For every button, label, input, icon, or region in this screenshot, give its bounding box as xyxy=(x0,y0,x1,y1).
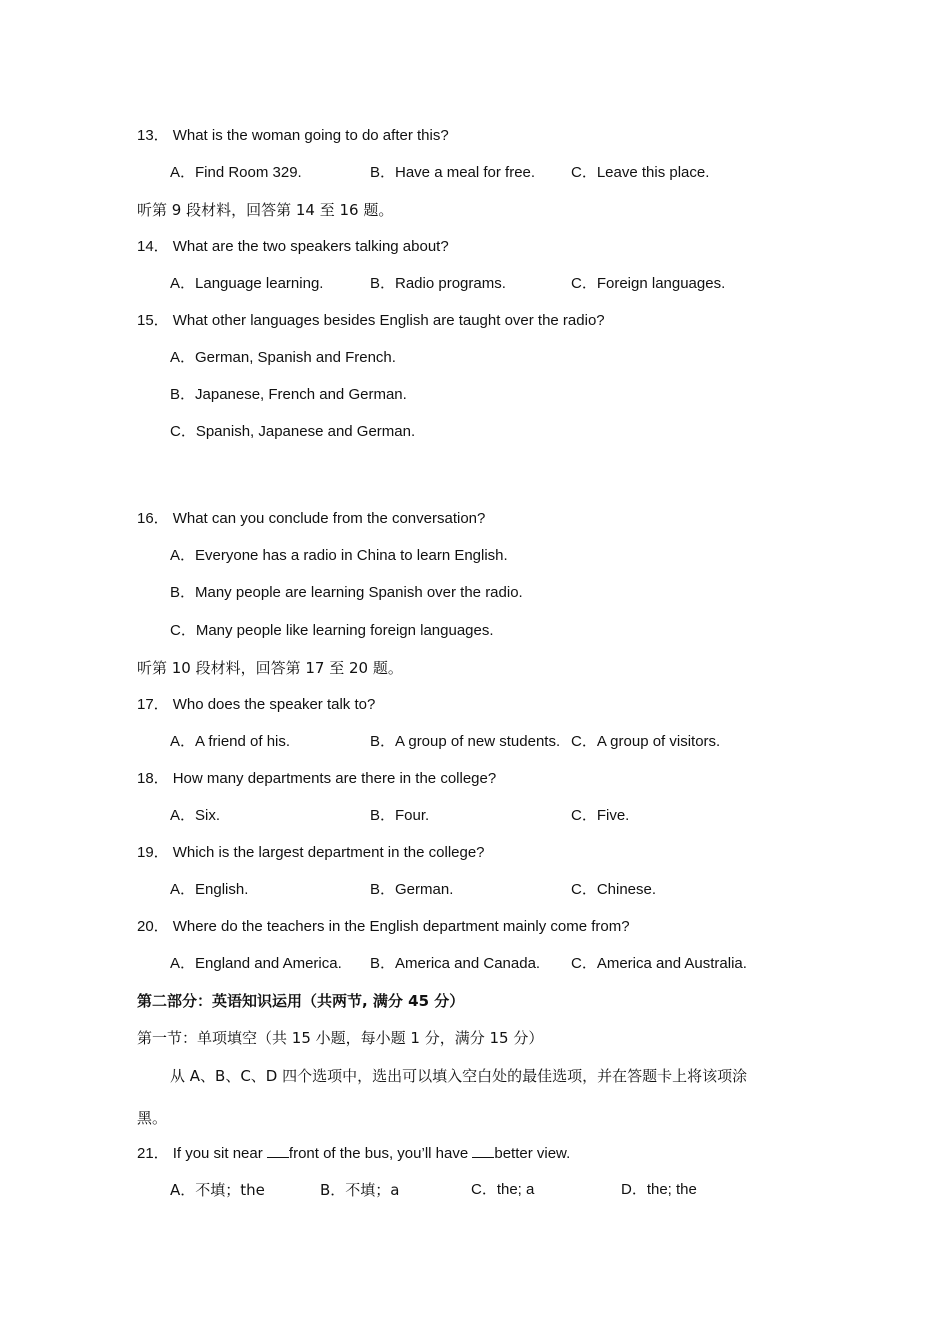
question-text-part-3: better view. xyxy=(494,1145,571,1162)
option-d: D．the; the xyxy=(621,1181,697,1198)
question-15 xyxy=(137,311,605,331)
question-text: Which is the largest department in the college? xyxy=(172,844,485,861)
question-text: What are the two speakers talking about? xyxy=(172,238,449,255)
option-c: C．Leave this place. xyxy=(571,164,710,181)
question-text: What is the woman going to do after this? xyxy=(172,127,449,144)
question-text: How many departments are there in the college? xyxy=(172,770,497,787)
question-text xyxy=(173,1143,571,1164)
option-b: B．Have a meal for free. xyxy=(370,164,536,181)
option-a: A．不填；the xyxy=(170,1181,265,1199)
option-b: B．不填；a xyxy=(320,1181,400,1199)
option-c: C．Foreign languages. xyxy=(571,275,726,292)
option-b: B．Four. xyxy=(370,807,430,824)
question-21 xyxy=(137,1143,570,1164)
question-text: What can you conclude from the conversation? xyxy=(172,510,486,527)
answer-blank-1 xyxy=(267,1143,289,1158)
option-b: B．A group of new students. xyxy=(370,733,561,750)
option-a: A．England and America. xyxy=(170,955,342,972)
question-number: 17． xyxy=(137,696,169,713)
option-a: A．Everyone has a radio in China to learn English. xyxy=(170,547,508,564)
option-c: C．Spanish, Japanese and German. xyxy=(170,423,416,440)
question-13 xyxy=(137,126,449,146)
question-text: Where do the teachers in the English department mainly come from? xyxy=(172,918,630,935)
option-a: A．Find Room 329. xyxy=(170,164,302,181)
section-1-heading: 第一节：单项填空（共 15 小题，每小题 1 分，满分 15 分） xyxy=(137,1029,544,1047)
section-instruction-9: 听第 9 段材料，回答第 14 至 16 题。 xyxy=(137,201,394,219)
instructions-line-2: 黑。 xyxy=(137,1109,168,1127)
part-2-heading: 第二部分：英语知识运用（共两节, 满分 45 分） xyxy=(137,992,465,1010)
question-number: 16． xyxy=(137,510,169,527)
option-b: B．Many people are learning Spanish over the radio. xyxy=(170,584,523,601)
question-20 xyxy=(137,917,630,937)
question-number: 20． xyxy=(137,918,169,935)
question-text-part-2: front of the bus, you’ll have xyxy=(288,1145,473,1162)
section-instruction-10: 听第 10 段材料，回答第 17 至 20 题。 xyxy=(137,659,403,677)
question-number: 15． xyxy=(137,312,169,329)
question-text-part-1: If you sit near xyxy=(172,1145,267,1162)
option-b: B．Japanese, French and German. xyxy=(170,386,407,403)
option-a: A．Six. xyxy=(170,807,221,824)
answer-blank-2 xyxy=(472,1143,494,1158)
question-number: 19． xyxy=(137,844,169,861)
option-a: A．English. xyxy=(170,881,249,898)
question-18 xyxy=(137,769,496,789)
question-19 xyxy=(137,843,485,863)
option-c: C．America and Australia. xyxy=(571,955,747,972)
question-17 xyxy=(137,695,375,715)
option-b: B．Radio programs. xyxy=(370,275,506,292)
option-c: C．the; a xyxy=(471,1181,535,1198)
option-a: A．A friend of his. xyxy=(170,733,291,750)
instructions-line-1: 从 A、B、C、D 四个选项中，选出可以填入空白处的最佳选项，并在答题卡上将该项涂 xyxy=(170,1067,748,1085)
question-text: What other languages besides English are taught over the radio? xyxy=(172,312,605,329)
question-16 xyxy=(137,509,485,529)
option-b: B．America and Canada. xyxy=(370,955,541,972)
option-c: C．A group of visitors. xyxy=(571,733,721,750)
option-a: A．German, Spanish and French. xyxy=(170,349,396,366)
option-c: C．Many people like learning foreign languages. xyxy=(170,622,494,639)
option-c: C．Five. xyxy=(571,807,630,824)
question-number: 21． xyxy=(137,1145,169,1162)
option-b: B．German. xyxy=(370,881,454,898)
question-14 xyxy=(137,237,449,257)
question-number: 14． xyxy=(137,238,169,255)
option-a: A．Language learning. xyxy=(170,275,324,292)
question-text: Who does the speaker talk to? xyxy=(172,696,376,713)
option-c: C．Chinese. xyxy=(571,881,657,898)
question-number: 13． xyxy=(137,127,169,144)
question-number: 18． xyxy=(137,770,169,787)
